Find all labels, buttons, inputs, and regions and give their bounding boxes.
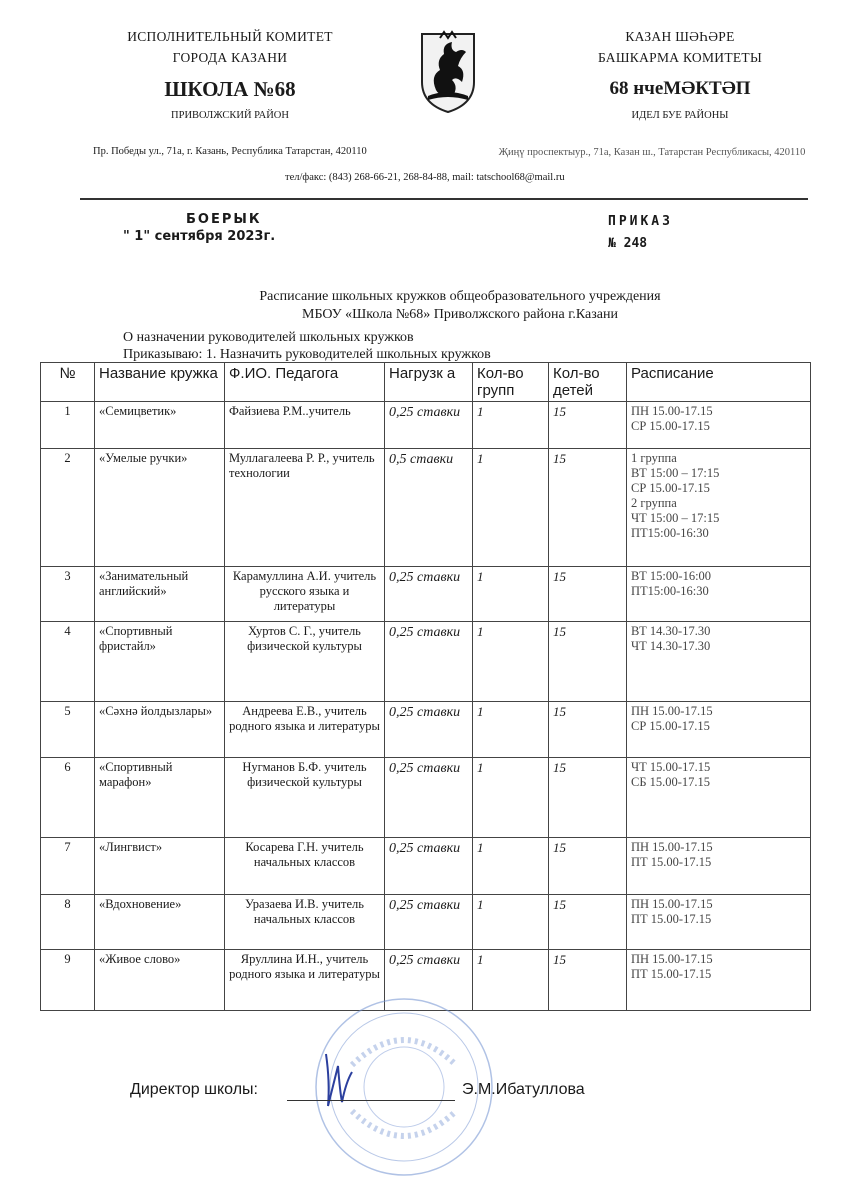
col-header-name: Название кружка <box>95 363 225 402</box>
cell-groups: 1 <box>473 838 549 895</box>
org-line-1-tt: КАЗАН ШӘҺӘРЕ <box>625 29 735 44</box>
cell-schedule <box>627 702 811 758</box>
cell-name: «Лингвист» <box>95 838 225 895</box>
org-line-1: ИСПОЛНИТЕЛЬНЫЙ КОМИТЕТ <box>127 29 333 44</box>
schedule-line: СР 15.00-17.15 <box>631 419 710 433</box>
cell-groups: 1 <box>473 449 549 567</box>
schedule-line: ПН 15.00-17.15 <box>631 840 713 854</box>
table-row <box>41 758 811 838</box>
cell-schedule <box>627 950 811 1011</box>
table-row <box>41 449 811 567</box>
cell-kids: 15 <box>549 567 627 622</box>
cell-load: 0,25 ставки <box>385 402 473 449</box>
cell-name: «Спортивный фристайл» <box>95 622 225 702</box>
director-signature <box>318 1052 358 1112</box>
cell-num: 9 <box>41 950 95 1011</box>
schedule-line: ПТ15:00-16:30 <box>631 584 709 598</box>
cell-kids: 15 <box>549 702 627 758</box>
schedule-line: ПТ 15.00-17.15 <box>631 912 712 926</box>
cell-teacher: Карамуллина А.И. учитель русского языка и литературы <box>225 567 385 622</box>
cell-kids: 15 <box>549 895 627 950</box>
cell-groups: 1 <box>473 950 549 1011</box>
cell-groups: 1 <box>473 402 549 449</box>
cell-kids: 15 <box>549 950 627 1011</box>
cell-name: «Сәхнә йолдызлары» <box>95 702 225 758</box>
order-label-ru: ПРИКАЗ <box>608 214 673 229</box>
schedule-line: ЧТ 15.00-17.15 <box>631 760 711 774</box>
schedule-line: ПТ 15.00-17.15 <box>631 855 712 869</box>
school-name-ru: ШКОЛА №68 <box>164 77 296 101</box>
director-label: Директор школы: <box>130 1081 258 1098</box>
col-header-num: № <box>41 363 95 402</box>
cell-schedule <box>627 622 811 702</box>
cell-name: «Семицветик» <box>95 402 225 449</box>
director-name: Э.М.Ибатуллова <box>462 1081 585 1098</box>
intro-line-1: О назначении руководителей школьных кружков <box>123 330 414 345</box>
cell-num: 5 <box>41 702 95 758</box>
cell-schedule <box>627 567 811 622</box>
table-row <box>41 622 811 702</box>
col-header-teacher: Ф.ИО. Педагога <box>225 363 385 402</box>
table-row <box>41 895 811 950</box>
cell-schedule <box>627 838 811 895</box>
schedule-table <box>40 362 811 1011</box>
cell-schedule <box>627 758 811 838</box>
table-row <box>41 567 811 622</box>
schedule-line: ВТ 15:00-16:00 <box>631 569 712 583</box>
schedule-line: ВТ 15:00 – 17:15 <box>631 466 720 480</box>
cell-load: 0,25 ставки <box>385 895 473 950</box>
cell-num: 6 <box>41 758 95 838</box>
schedule-line: 1 группа <box>631 451 677 465</box>
order-date: " 1" сентября 2023г. <box>123 229 276 244</box>
cell-teacher: Муллагалеева Р. Р., учитель технологии <box>225 449 385 567</box>
cell-load: 0,5 ставки <box>385 449 473 567</box>
cell-kids: 15 <box>549 449 627 567</box>
order-label-tt: БОЕРЫК <box>186 212 262 227</box>
col-header-groups: Кол-во групп <box>473 363 549 402</box>
cell-schedule <box>627 895 811 950</box>
schedule-line: СБ 15.00-17.15 <box>631 775 711 789</box>
schedule-line: ПН 15.00-17.15 <box>631 952 713 966</box>
intro-line-2: Приказываю: 1. Назначить руководителей школьных кружков <box>123 347 491 362</box>
schedule-line: ПН 15.00-17.15 <box>631 404 713 418</box>
cell-groups: 1 <box>473 622 549 702</box>
cell-teacher: Косарева Г.Н. учитель начальных классов <box>225 838 385 895</box>
address-ru: Пр. Победы ул., 71а, г. Казань, Республика Татарстан, 420110 <box>93 146 367 157</box>
district-tt: ИДЕЛ БУЕ РАЙОНЫ <box>631 110 729 121</box>
schedule-line: ПТ15:00-16:30 <box>631 526 709 540</box>
schedule-line: 2 группа <box>631 496 677 510</box>
cell-num: 2 <box>41 449 95 567</box>
schedule-line: ПН 15.00-17.15 <box>631 897 713 911</box>
cell-load: 0,25 ставки <box>385 758 473 838</box>
schedule-line: ВТ 14.30-17.30 <box>631 624 711 638</box>
header-right-block <box>560 26 800 123</box>
school-name-tt: 68 нчеМӘКТӘП <box>609 78 751 99</box>
cell-name: «Спортивный марафон» <box>95 758 225 838</box>
cell-load: 0,25 ставки <box>385 567 473 622</box>
cell-teacher: Нугманов Б.Ф. учитель физической культуры <box>225 758 385 838</box>
cell-teacher: Яруллина И.Н., учитель родного языка и литературы <box>225 950 385 1011</box>
cell-kids: 15 <box>549 838 627 895</box>
contacts: тел/факс: (843) 268-66-21, 268-84-88, mail: tatschool68@mail.ru <box>285 172 565 183</box>
cell-teacher: Андреева Е.В., учитель родного языка и литературы <box>225 702 385 758</box>
cell-teacher: Уразаева И.В. учитель начальных классов <box>225 895 385 950</box>
schedule-line: ЧТ 14.30-17.30 <box>631 639 711 653</box>
col-header-kids: Кол-во детей <box>549 363 627 402</box>
cell-num: 8 <box>41 895 95 950</box>
schedule-line: ПТ 15.00-17.15 <box>631 967 712 981</box>
header-divider <box>80 198 808 200</box>
org-line-2-tt: БАШКАРМА КОМИТЕТЫ <box>597 50 763 65</box>
table-row <box>41 838 811 895</box>
table-row <box>41 402 811 449</box>
kazan-crest-icon <box>416 30 480 114</box>
address-tt: Җиңү проспектыур., 71а, Казан ш., Татарстан Республикасы, 420110 <box>498 147 806 158</box>
cell-kids: 15 <box>549 402 627 449</box>
org-line-2: ГОРОДА КАЗАНИ <box>172 50 288 65</box>
cell-groups: 1 <box>473 758 549 838</box>
cell-name: «Живое слово» <box>95 950 225 1011</box>
cell-load: 0,25 ставки <box>385 622 473 702</box>
cell-schedule <box>627 402 811 449</box>
cell-load: 0,25 ставки <box>385 702 473 758</box>
cell-schedule <box>627 449 811 567</box>
schedule-line: СР 15.00-17.15 <box>631 719 710 733</box>
cell-num: 3 <box>41 567 95 622</box>
cell-groups: 1 <box>473 567 549 622</box>
cell-num: 7 <box>41 838 95 895</box>
table-header-row <box>41 363 811 402</box>
cell-kids: 15 <box>549 622 627 702</box>
col-header-schedule: Расписание <box>627 363 811 402</box>
signature-line <box>287 1100 455 1101</box>
cell-teacher: Файзиева Р.М..учитель <box>225 402 385 449</box>
cell-num: 4 <box>41 622 95 702</box>
cell-load: 0,25 ставки <box>385 838 473 895</box>
schedule-line: ЧТ 15:00 – 17:15 <box>631 511 720 525</box>
cell-name: «Занимательный английский» <box>95 567 225 622</box>
document-title-line-1: Расписание школьных кружков общеобразовательного учреждения <box>259 289 661 304</box>
cell-groups: 1 <box>473 702 549 758</box>
schedule-line: ПН 15.00-17.15 <box>631 704 713 718</box>
cell-groups: 1 <box>473 895 549 950</box>
cell-teacher: Хуртов С. Г., учитель физической культуры <box>225 622 385 702</box>
header-left-block <box>95 26 365 123</box>
schedule-line: СР 15.00-17.15 <box>631 481 710 495</box>
col-header-load: Нагрузк а <box>385 363 473 402</box>
cell-kids: 15 <box>549 758 627 838</box>
order-number: № 248 <box>608 236 648 251</box>
cell-name: «Вдохновение» <box>95 895 225 950</box>
cell-num: 1 <box>41 402 95 449</box>
district-ru: ПРИВОЛЖСКИЙ РАЙОН <box>171 110 289 121</box>
table-row <box>41 702 811 758</box>
document-title-line-2: МБОУ «Школа №68» Приволжского района г.Казани <box>302 307 618 322</box>
cell-load: 0,25 ставки <box>385 950 473 1011</box>
cell-name: «Умелые ручки» <box>95 449 225 567</box>
